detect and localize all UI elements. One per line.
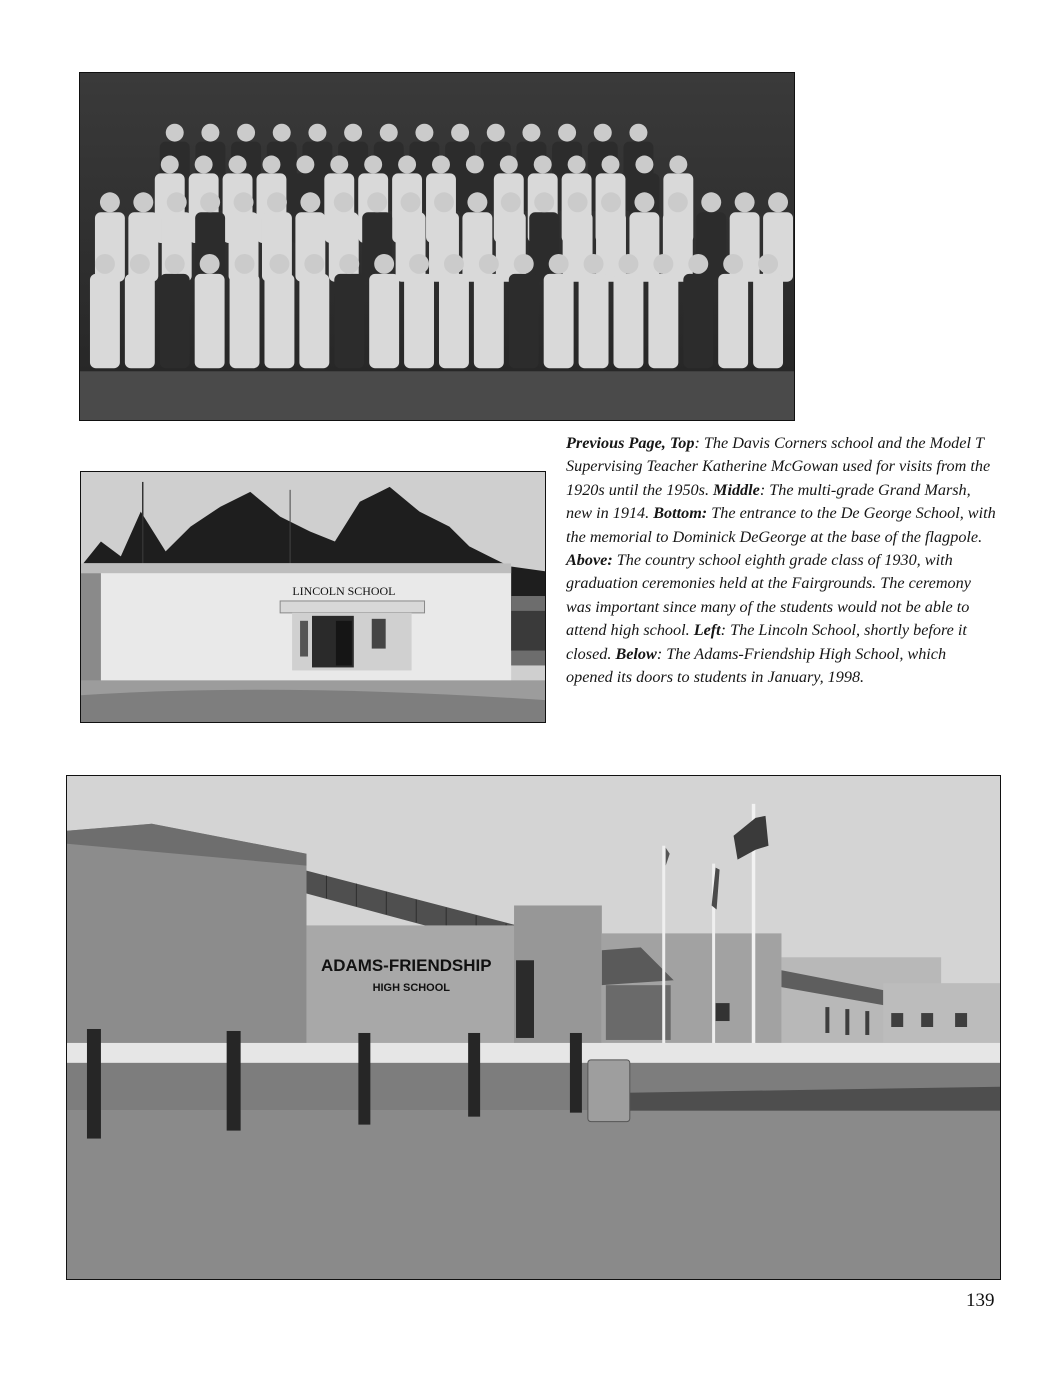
class-member-head (300, 192, 320, 212)
class-member-head (466, 156, 484, 174)
class-member-head (167, 192, 187, 212)
class-member-body (474, 274, 504, 368)
lincoln-school-photo (80, 471, 546, 723)
adams-friendship-sign-line1: ADAMS-FRIENDSHIP (321, 956, 492, 976)
class-member-head (701, 192, 721, 212)
class-member-head (166, 124, 184, 142)
class-member-head (602, 156, 620, 174)
class-member-head (451, 124, 469, 142)
class-member-head (200, 254, 220, 274)
class-member-body (439, 274, 469, 368)
class-member-head (758, 254, 778, 274)
class-member-head (487, 124, 505, 142)
class-member-head (500, 156, 518, 174)
class-member-body (404, 274, 434, 368)
adams-friendship-sign-line2: HIGH SCHOOL (372, 982, 450, 995)
class-member-head (601, 192, 621, 212)
class-member-head (444, 254, 464, 274)
class-member-body (90, 274, 120, 368)
caption-label-below: Below (615, 644, 657, 663)
class-member-head (618, 254, 638, 274)
class-member-head (434, 192, 454, 212)
class-member-body (753, 274, 783, 368)
class-member-head (273, 124, 291, 142)
class-member-head (296, 156, 314, 174)
caption-paragraph-this-page: Above: The country school eighth grade class of 1930, with graduation ceremonies held at the Fairgrounds. The ceremony was important since many of the students would not be able to attend high school. Left: The Lincoln School, shortly before it closed. Below: The Adams-Friendship High School, which opened its doors to students in January, 1998. (566, 551, 971, 687)
class-member-body (579, 274, 609, 368)
class-member-head (380, 124, 398, 142)
class-member-head (668, 192, 688, 212)
class-member-head (201, 124, 219, 142)
class-member-head (130, 254, 150, 274)
class-member-body (614, 274, 644, 368)
class-member-head (133, 192, 153, 212)
class-photo-1930 (79, 72, 795, 421)
class-member-head (374, 254, 394, 274)
class-member-head (200, 192, 220, 212)
class-member-head (735, 192, 755, 212)
class-member-head (330, 156, 348, 174)
class-member-body (195, 274, 225, 368)
photo-caption (566, 432, 996, 689)
class-member-head (269, 254, 289, 274)
class-member-head (549, 254, 569, 274)
class-member-head (634, 192, 654, 212)
class-member-head (768, 192, 788, 212)
class-member-head (339, 254, 359, 274)
class-member-head (534, 156, 552, 174)
class-member-head (267, 192, 287, 212)
class-member-head (195, 156, 213, 174)
class-member-head (669, 156, 687, 174)
lincoln-school-sign: LINCOLN SCHOOL (292, 584, 396, 599)
class-member-head (629, 124, 647, 142)
class-member-head (334, 192, 354, 212)
caption-paragraph-previous-page: Previous Page, Top: The Davis Corners school and the Model T Supervising Teacher Katherine McGowan used for visits from the 1920s until the 1950s. Middle: The multi-grade Grand Marsh, new in 1914. Bottom: The entrance to the De George School, with the memorial to Dominick DeGeorge at the base of the flagpole. (566, 434, 996, 546)
class-member-body (264, 274, 294, 368)
class-member-head (235, 254, 255, 274)
class-member-body (683, 274, 713, 368)
class-member-head (522, 124, 540, 142)
class-member-head (229, 156, 247, 174)
caption-label-bottom: Bottom: (653, 504, 708, 523)
class-member-head (234, 192, 254, 212)
class-member-head (161, 156, 179, 174)
class-member-head (723, 254, 743, 274)
class-member-head (344, 124, 362, 142)
class-member-head (237, 124, 255, 142)
class-member-head (479, 254, 499, 274)
class-member-head (165, 254, 185, 274)
class-member-head (688, 254, 708, 274)
class-member-head (568, 156, 586, 174)
class-member-head (367, 192, 387, 212)
class-member-head (635, 156, 653, 174)
class-member-head (467, 192, 487, 212)
class-member-head (308, 124, 326, 142)
class-member-head (501, 192, 521, 212)
class-member-body (596, 212, 626, 282)
class-member-head (364, 156, 382, 174)
class-member-head (653, 254, 673, 274)
class-member-body (648, 274, 678, 368)
class-member-head (432, 156, 450, 174)
class-member-head (100, 192, 120, 212)
class-member-head (558, 124, 576, 142)
class-member-body (718, 274, 748, 368)
caption-label-middle: Middle (713, 480, 760, 499)
class-member-head (409, 254, 429, 274)
class-member-head (401, 192, 421, 212)
caption-label-above: Above: (566, 551, 613, 570)
class-member-head (514, 254, 534, 274)
class-member-head (304, 254, 324, 274)
class-member-head (262, 156, 280, 174)
class-member-head (594, 124, 612, 142)
class-member-head (95, 254, 115, 274)
class-member-body (230, 274, 260, 368)
class-member-body (125, 274, 155, 368)
class-member-head (415, 124, 433, 142)
class-member-head (534, 192, 554, 212)
class-member-body (509, 274, 539, 368)
caption-label-previous-top: Previous Page, Top (566, 434, 695, 452)
adams-friendship-high-school-photo (66, 775, 1001, 1280)
class-member-head (584, 254, 604, 274)
class-member-body (544, 274, 574, 368)
class-member-head (398, 156, 416, 174)
page-number: 139 (966, 1290, 995, 1311)
class-member-body (369, 274, 399, 368)
class-member-head (568, 192, 588, 212)
class-member-body (160, 274, 190, 368)
class-member-body (334, 274, 364, 368)
class-member-body (299, 274, 329, 368)
caption-label-left: Left (693, 621, 721, 640)
